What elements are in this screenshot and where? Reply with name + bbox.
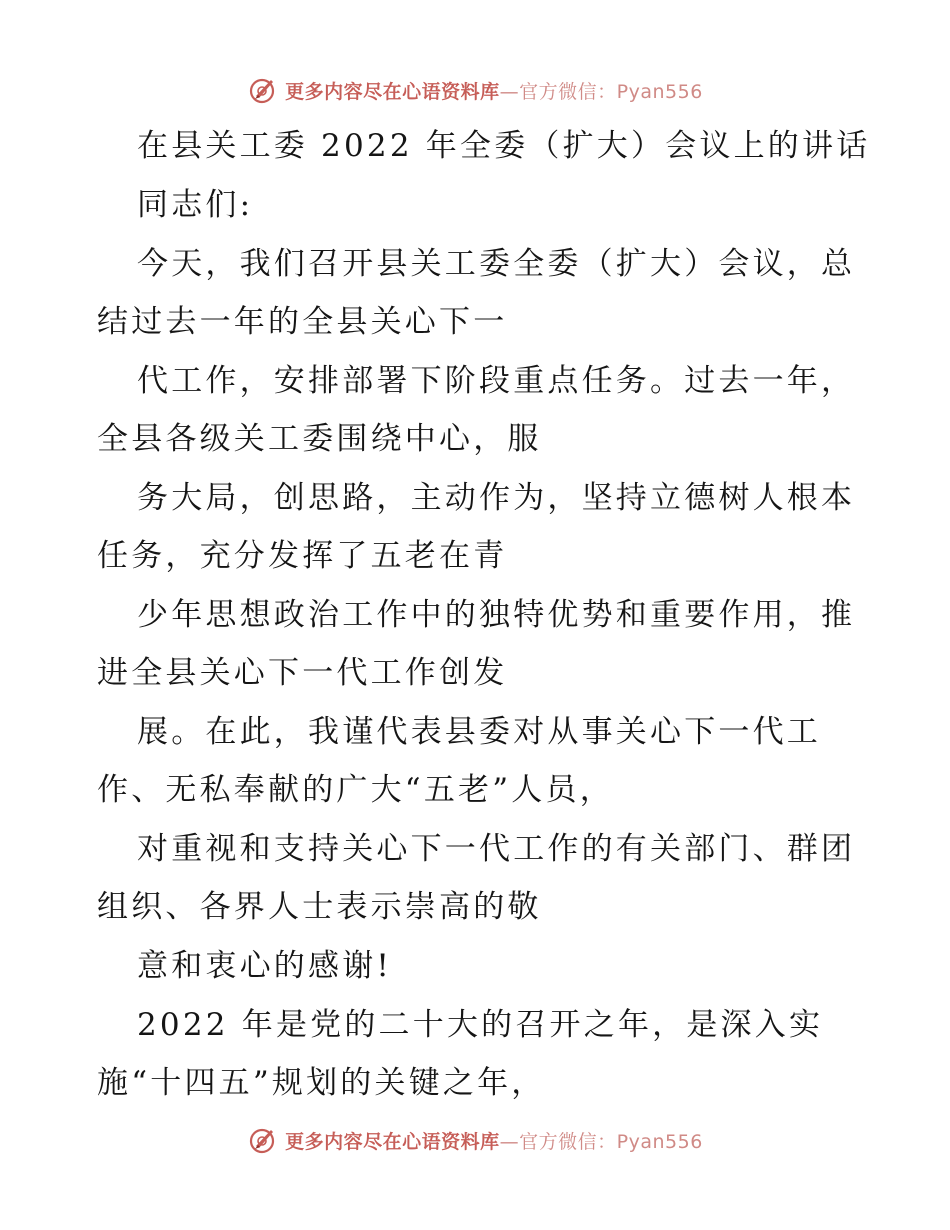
- text-line: 结过去一年的全县关心下一: [97, 304, 508, 340]
- text-line: 少年思想政治工作中的独特优势和重要作用，推: [137, 597, 856, 633]
- watermark-text: [285, 77, 703, 104]
- text-line: 全县各级关工委围绕中心，服: [97, 421, 542, 457]
- text-line: 代工作，安排部署下阶段重点任务。过去一年，: [137, 363, 856, 399]
- text-line: 今天，我们召开县关工委全委（扩大）会议，总: [137, 246, 856, 282]
- watermark-main: 更多内容尽在心语资料库: [285, 1130, 500, 1153]
- text-line: 任务，充分发挥了五老在青: [97, 538, 508, 574]
- text-line: 进全县关心下一代工作创发: [97, 655, 508, 691]
- watermark-sub: —官方微信：Pyan556: [499, 1130, 703, 1153]
- text-line: 2022 年是党的二十大的召开之年，是深入实: [137, 1007, 824, 1043]
- text-line: 施“十四五”规划的关键之年，: [97, 1065, 546, 1101]
- watermark-text: [285, 1127, 703, 1154]
- text-line: 展。在此，我谨代表县委对从事关心下一代工: [137, 714, 821, 750]
- quill-logo-icon: [247, 1124, 279, 1156]
- header-watermark: [0, 70, 950, 110]
- text-line: 组织、各界人士表示崇高的敬: [97, 889, 542, 925]
- watermark-main: 更多内容尽在心语资料库: [285, 80, 500, 103]
- footer-watermark: [0, 1120, 950, 1160]
- text-line: 作、无私奉献的广大“五老”人员，: [97, 772, 614, 808]
- text-line: 意和衷心的感谢!: [137, 948, 393, 984]
- quill-logo-icon: [247, 74, 279, 106]
- greeting: 同志们:: [137, 187, 254, 223]
- text-line: 对重视和支持关心下一代工作的有关部门、群团: [137, 831, 856, 867]
- text-line: 务大局，创思路，主动作为，坚持立德树人根本: [137, 480, 856, 516]
- watermark-sub: —官方微信：Pyan556: [499, 80, 703, 103]
- document-title: 在县关工委 2022 年全委（扩大）会议上的讲话: [137, 128, 871, 164]
